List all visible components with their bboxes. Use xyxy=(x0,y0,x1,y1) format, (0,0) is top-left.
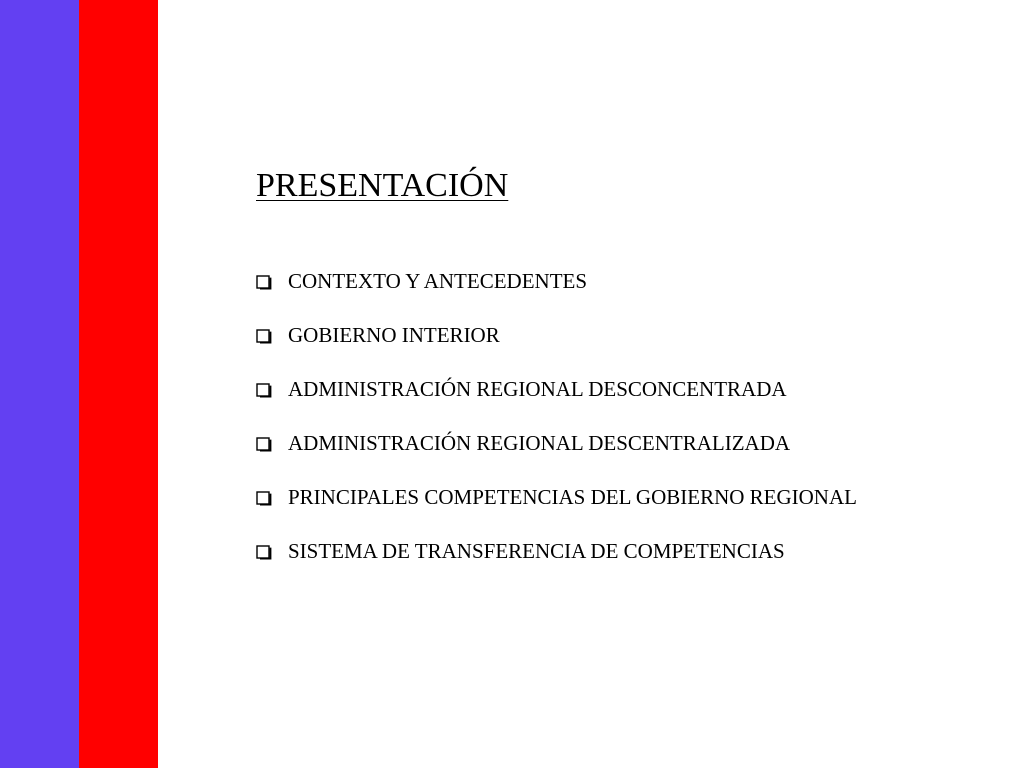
checkbox-bullet-icon xyxy=(256,489,274,507)
agenda-list xyxy=(256,267,857,591)
agenda-item-label: ADMINISTRACIÓN REGIONAL DESCONCENTRADA xyxy=(288,377,787,401)
agenda-item xyxy=(256,537,857,566)
red-side-stripe xyxy=(79,0,158,768)
checkbox-bullet-icon xyxy=(256,435,274,453)
agenda-item xyxy=(256,375,857,404)
checkbox-bullet-icon xyxy=(256,381,274,399)
checkbox-bullet-icon xyxy=(256,327,274,345)
agenda-item-label: ADMINISTRACIÓN REGIONAL DESCENTRALIZADA xyxy=(288,431,791,455)
checkbox-bullet-icon xyxy=(256,273,274,291)
agenda-item-label: CONTEXTO Y ANTECEDENTES xyxy=(288,269,588,293)
blue-side-stripe xyxy=(0,0,79,768)
agenda-item xyxy=(256,267,857,296)
checkbox-bullet-icon xyxy=(256,543,274,561)
agenda-item-label: SISTEMA DE TRANSFERENCIA DE COMPETENCIAS xyxy=(288,539,785,563)
agenda-item xyxy=(256,321,857,350)
agenda-item xyxy=(256,429,857,458)
agenda-item xyxy=(256,483,857,512)
agenda-item-label: GOBIERNO INTERIOR xyxy=(288,323,500,347)
agenda-item-label: PRINCIPALES COMPETENCIAS DEL GOBIERNO REGIONAL xyxy=(288,485,857,509)
slide-title: PRESENTACIÓN xyxy=(256,167,509,204)
